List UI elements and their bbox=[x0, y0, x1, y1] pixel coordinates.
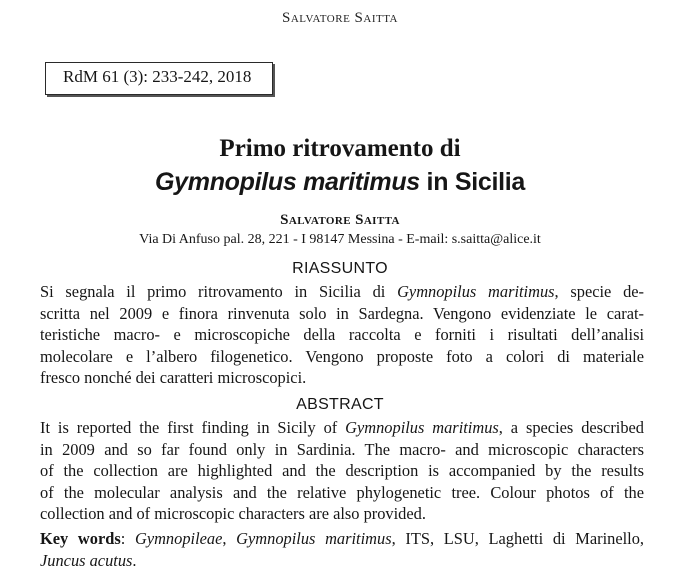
keywords bbox=[40, 528, 644, 571]
riassunto-species: Gymnopilus maritimus bbox=[397, 282, 555, 301]
keyword-juncus: Juncus acutus bbox=[40, 550, 133, 570]
title-species: Gymnopilus maritimus bbox=[155, 168, 420, 196]
riassunto-line-text: fresco nonché dei caratteri microscopici. bbox=[40, 368, 307, 387]
abstract-species: Gymnopilus maritimus bbox=[345, 418, 499, 437]
abstract-line-text: of the collection are highlighted and the description is accompanied by the results bbox=[40, 461, 644, 480]
riassunto-line bbox=[40, 346, 644, 368]
abstract-heading: ABSTRACT bbox=[296, 396, 384, 413]
citation-text: RdM 61 (3): 233-242, 2018 bbox=[63, 67, 252, 86]
keywords-colon: : bbox=[120, 529, 135, 548]
title-line-2 bbox=[0, 168, 680, 197]
riassunto-line-text: , specie de- bbox=[554, 282, 644, 301]
abstract-line bbox=[40, 439, 644, 461]
keywords-rest: , ITS, LSU, Laghetti di Marinello, bbox=[391, 529, 644, 548]
riassunto-heading: RIASSUNTO bbox=[292, 260, 388, 277]
riassunto-line-text: teristiche macro- e microscopiche della raccolta e forniti i risultati dell’analisi bbox=[40, 325, 644, 344]
abstract-line-text: , a species described bbox=[498, 418, 644, 437]
keyword-species: Gymnopilus maritimus bbox=[236, 529, 392, 548]
riassunto-line-text: molecolare e l’albero filogenetico. Vengono proposte foto a colori di materiale bbox=[40, 346, 644, 366]
keywords-line bbox=[40, 528, 644, 550]
title-line-2-rest: in Sicilia bbox=[419, 168, 525, 196]
riassunto-line bbox=[40, 324, 644, 346]
abstract-line bbox=[40, 503, 644, 525]
riassunto-body bbox=[40, 281, 644, 389]
riassunto-line-text: Si segnala il primo ritrovamento in Sicilia di bbox=[40, 282, 398, 301]
riassunto-line-text: scritta nel 2009 e finora rinvenuta solo in Sardegna. Vengono evidenziate le carat- bbox=[40, 303, 644, 323]
abstract-body bbox=[40, 417, 644, 525]
title-line-1: Primo ritrovamento di bbox=[219, 135, 461, 162]
abstract-line bbox=[40, 482, 644, 504]
abstract-line-text: of the molecular analysis and the relative phylogenetic tree. Colour photos of the bbox=[40, 482, 644, 502]
abstract-line bbox=[40, 417, 644, 439]
keyword-gymnopileae: Gymnopileae bbox=[134, 529, 223, 548]
riassunto-line bbox=[40, 303, 644, 325]
abstract-line bbox=[40, 460, 644, 482]
riassunto-line bbox=[40, 281, 644, 303]
abstract-line-text: collection and of microscopic characters are also provided. bbox=[40, 504, 426, 523]
keywords-end: . bbox=[132, 550, 137, 570]
riassunto-line bbox=[40, 367, 644, 389]
keywords-line bbox=[40, 550, 644, 572]
author-name: Salvatore Saitta bbox=[280, 212, 400, 228]
abstract-line-text: It is reported the first finding in Sicily of bbox=[40, 418, 346, 437]
keywords-label: Key words bbox=[40, 529, 121, 548]
author-address: Via Di Anfuso pal. 28, 221 - I 98147 Messina - E-mail: s.saitta@alice.it bbox=[139, 232, 541, 247]
abstract-line-text: in 2009 and so far found only in Sardinia. The macro- and microscopic characters bbox=[40, 439, 644, 459]
keywords-separator: , bbox=[222, 529, 237, 548]
citation-box bbox=[45, 62, 273, 95]
running-head: Salvatore Saitta bbox=[282, 10, 398, 26]
